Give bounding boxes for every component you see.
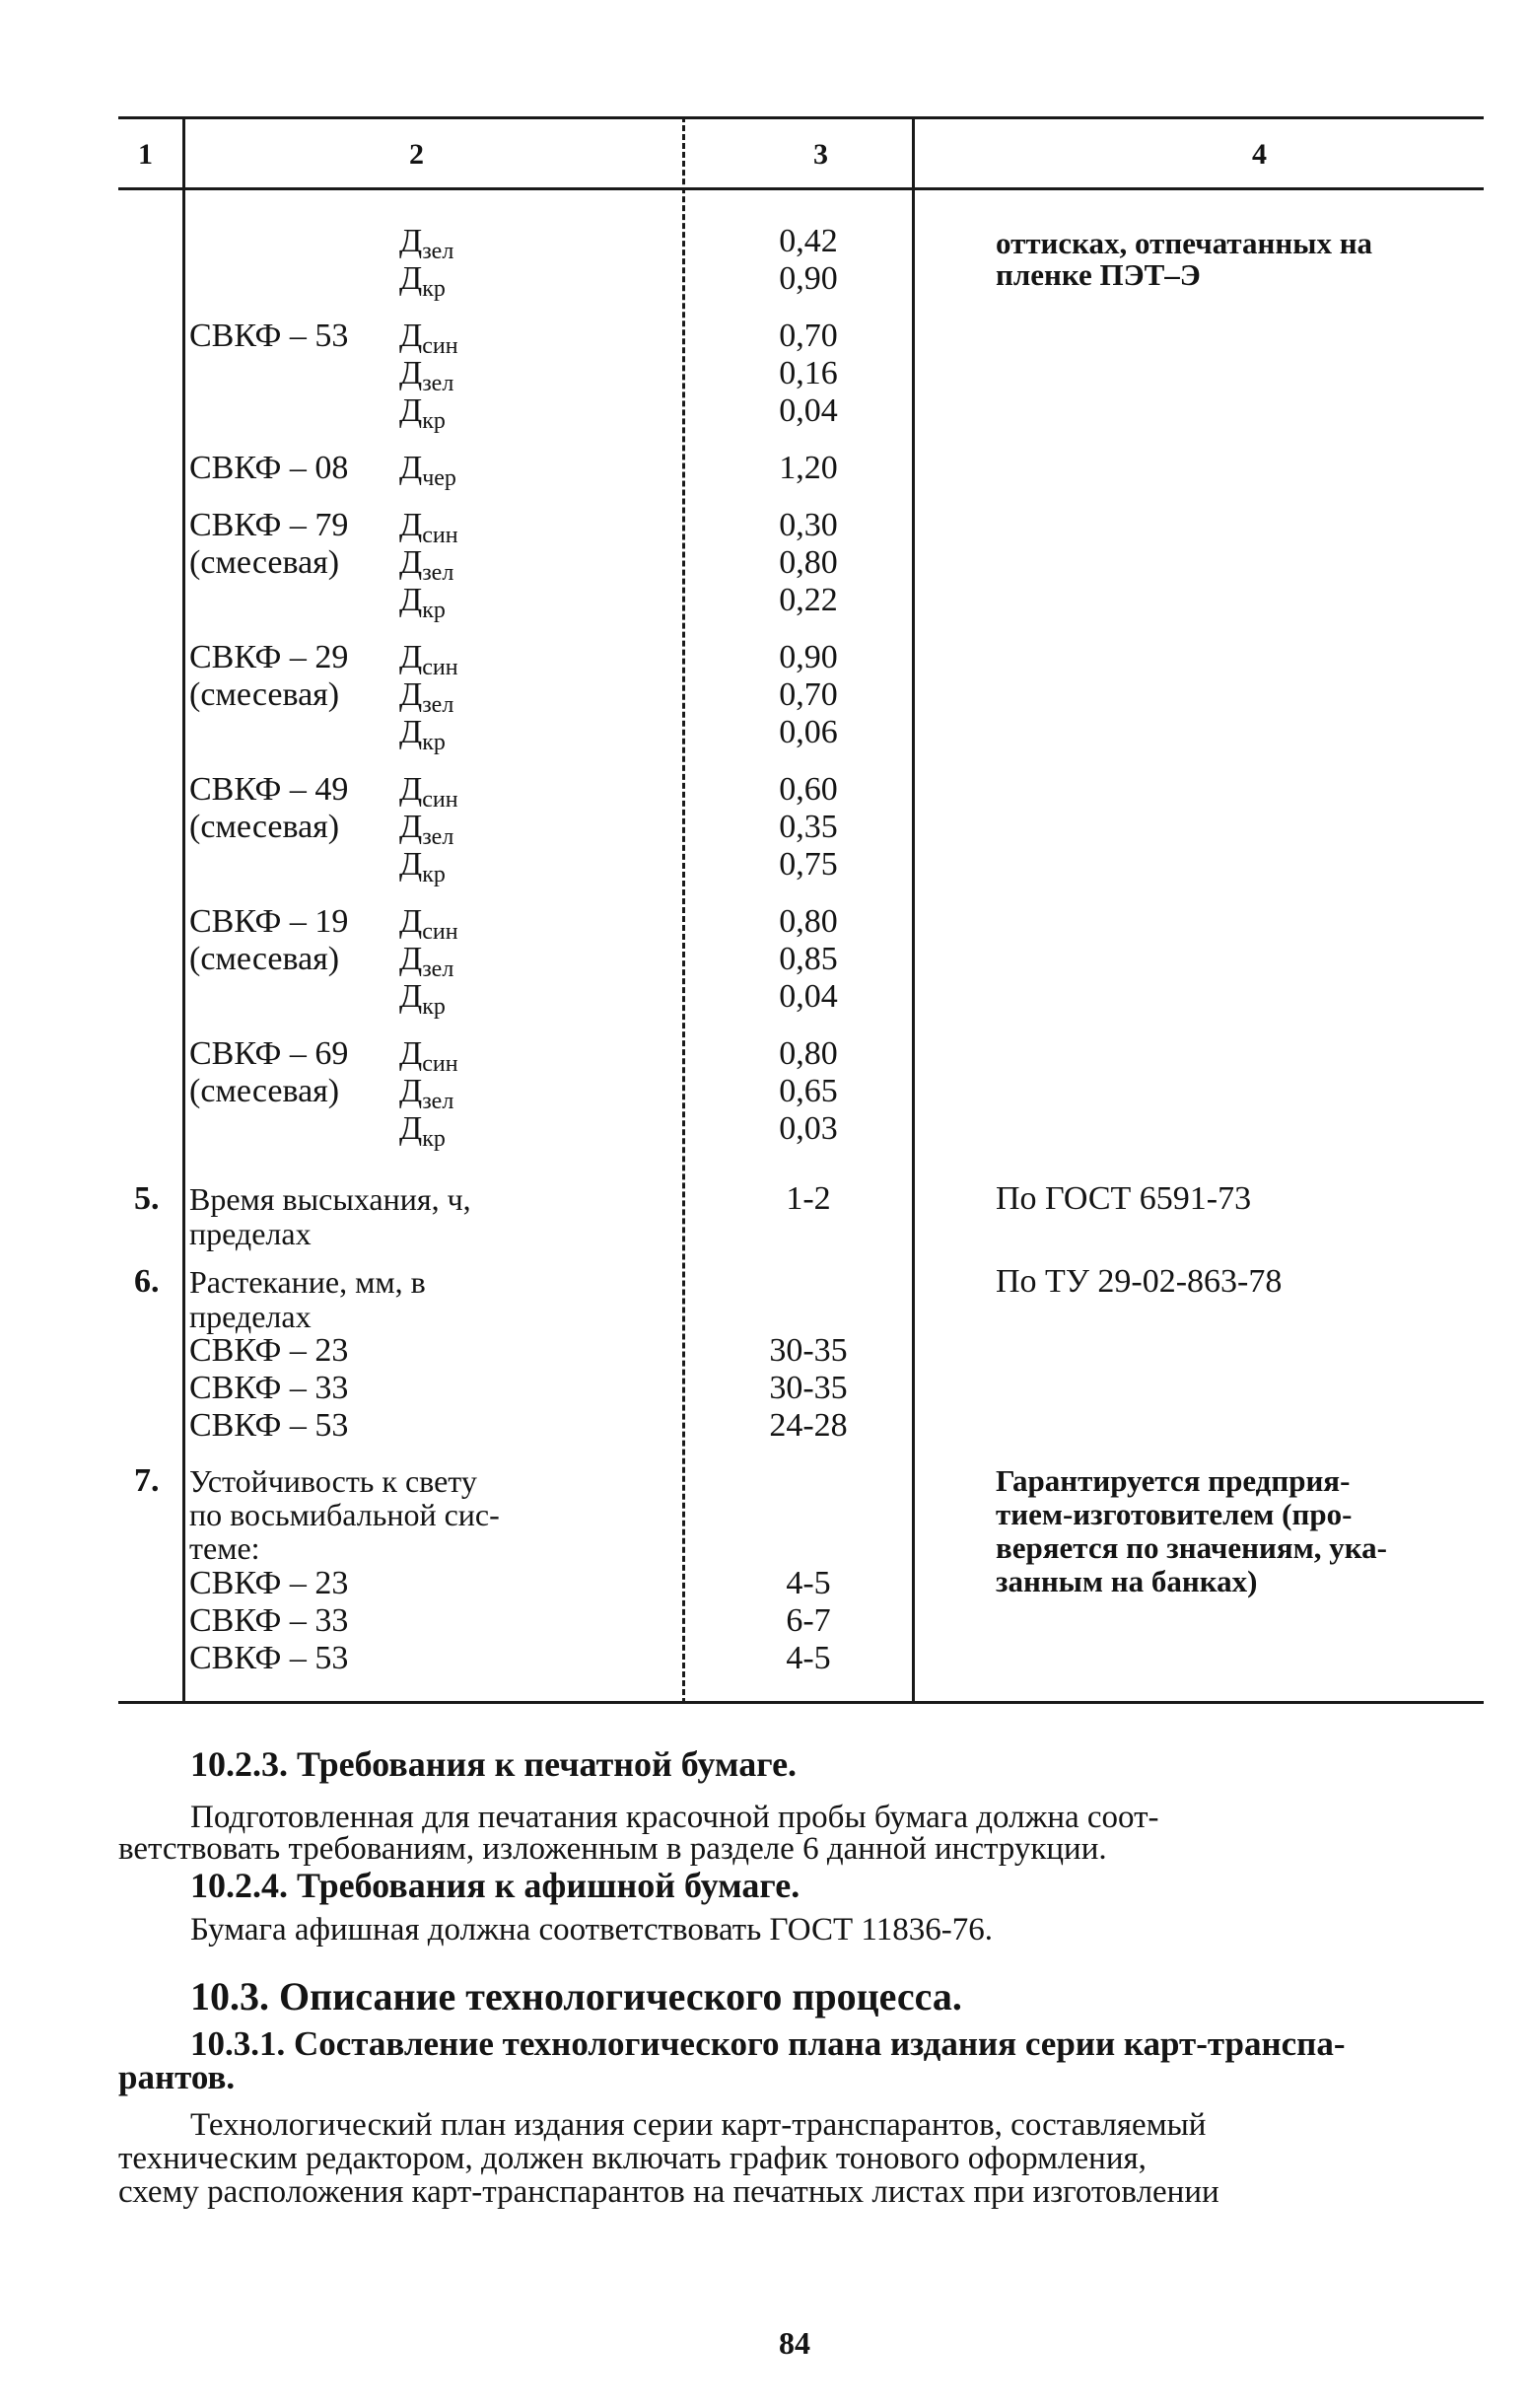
density-label [399, 450, 456, 497]
density-value: 0,80 [779, 544, 838, 581]
row5-reference: По ГОСТ 6591-73 [996, 1180, 1252, 1217]
density-subscript: кр [422, 994, 446, 1020]
section-heading-10-3-1-line2: рантов. [118, 2058, 236, 2096]
pigment-name: (смесевая) [189, 1073, 340, 1109]
density-value: 0,90 [779, 260, 838, 297]
density-letter: Д [399, 507, 423, 543]
row7-reference-line2: тием-изготовителем (про- [996, 1497, 1353, 1531]
column-header-4: 4 [1252, 138, 1267, 171]
section-heading-10-2-3: 10.2.3. Требования к печатной бумаге. [190, 1744, 798, 1784]
table-top-rule [118, 116, 1484, 119]
density-subscript: зел [422, 371, 454, 396]
density-subscript: кр [422, 276, 446, 302]
row6-item-value: 24-28 [769, 1407, 848, 1444]
pigment-name: СВКФ – 49 [189, 771, 349, 808]
density-subscript: син [422, 523, 458, 548]
paragraph-10-2-3-line1: Подготовленная для печатания красочной пробы бумага должна соот- [190, 1800, 1159, 1835]
column-divider-1 [182, 116, 185, 1704]
density-letter: Д [399, 450, 423, 486]
density-label [399, 978, 446, 1026]
row7-item-name: СВКФ – 23 [189, 1565, 349, 1601]
density-value: 0,75 [779, 846, 838, 883]
density-letter: Д [399, 392, 423, 429]
row6-item-value: 30-35 [769, 1370, 848, 1406]
paragraph-10-2-3-line2: ветствовать требованиям, изложенным в разделе 6 данной инструкции. [118, 1831, 1107, 1867]
row6-reference: По ТУ 29-02-863-78 [996, 1263, 1283, 1300]
row5-value: 1-2 [786, 1180, 831, 1217]
density-letter: Д [399, 582, 423, 618]
density-label [399, 1110, 446, 1158]
row5-text-line1: Время высыхания, ч, [189, 1181, 471, 1217]
density-letter: Д [399, 223, 423, 259]
density-value: 0,60 [779, 771, 838, 808]
column-divider-3 [912, 116, 915, 1704]
density-value: 1,20 [779, 450, 838, 486]
density-value: 0,85 [779, 941, 838, 977]
density-value: 0,65 [779, 1073, 838, 1109]
pigment-name: СВКФ – 79 [189, 507, 349, 543]
density-subscript: чер [422, 465, 456, 491]
density-letter: Д [399, 903, 423, 940]
density-subscript: син [422, 333, 458, 359]
pigment-name: СВКФ – 69 [189, 1035, 349, 1072]
row7-reference-line4: занным на банках) [996, 1564, 1258, 1598]
density-subscript: син [422, 919, 458, 945]
density-letter: Д [399, 978, 423, 1015]
density-value: 0,16 [779, 355, 838, 391]
density-subscript: син [422, 787, 458, 813]
density-value: 0,04 [779, 392, 838, 429]
density-letter: Д [399, 771, 423, 808]
density-value: 0,42 [779, 223, 838, 259]
density-subscript: кр [422, 408, 446, 434]
density-subscript: зел [422, 1089, 454, 1114]
density-letter: Д [399, 639, 423, 675]
row6-item-value: 30-35 [769, 1332, 848, 1369]
column-header-1: 1 [138, 138, 153, 171]
section-heading-10-3-1-line1: 10.3.1. Составление технологического плана издания серии карт-транспа- [190, 2024, 1346, 2063]
density-letter: Д [399, 676, 423, 713]
paragraph-10-2-4: Бумага афишная должна соответствовать ГОСТ 11836-76. [190, 1912, 993, 1948]
density-letter: Д [399, 941, 423, 977]
row7-reference-line3: веряется по значениям, ука- [996, 1530, 1387, 1565]
row6-text-line2: пределах [189, 1299, 312, 1334]
row7-item-value: 6-7 [786, 1602, 831, 1639]
pigment-name: СВКФ – 29 [189, 639, 349, 675]
density-subscript: кр [422, 1126, 446, 1152]
row7-item-value: 4-5 [786, 1565, 831, 1601]
density-value: 0,80 [779, 1035, 838, 1072]
density-subscript: кр [422, 862, 446, 887]
row7-text-line1: Устойчивость к свету [189, 1463, 477, 1499]
paragraph-10-3-1-line2: техническим редактором, должен включать график тонового оформления, [118, 2141, 1147, 2176]
row7-item-name: СВКФ – 53 [189, 1640, 349, 1676]
density-letter: Д [399, 809, 423, 845]
density-value: 0,35 [779, 809, 838, 845]
row7-text-line3: теме: [189, 1530, 260, 1566]
density-label [399, 260, 446, 308]
density-subscript: зел [422, 956, 454, 982]
density-letter: Д [399, 1110, 423, 1147]
density-value: 0,30 [779, 507, 838, 543]
section-heading-10-2-4: 10.2.4. Требования к афишной бумаге. [190, 1866, 800, 1905]
table-bottom-rule [118, 1701, 1484, 1704]
section-heading-10-3: 10.3. Описание технологического процесса. [190, 1974, 962, 2018]
density-value: 0,04 [779, 978, 838, 1015]
density-subscript: зел [422, 692, 454, 718]
pigment-name: СВКФ – 08 [189, 450, 349, 486]
column-header-2: 2 [409, 138, 424, 171]
row6-item-name: СВКФ – 53 [189, 1407, 349, 1444]
pigment-name: (смесевая) [189, 941, 340, 977]
density-letter: Д [399, 1035, 423, 1072]
density-subscript: зел [422, 560, 454, 586]
density-label [399, 582, 446, 629]
row7-number: 7. [134, 1462, 160, 1499]
density-value: 0,70 [779, 676, 838, 713]
density-letter: Д [399, 846, 423, 883]
row7-text-line2: по восьмибальной сис- [189, 1497, 500, 1532]
pigment-name: (смесевая) [189, 544, 340, 581]
table-header-rule [118, 187, 1484, 190]
density-letter: Д [399, 260, 423, 297]
note-column4-line2: пленке ПЭТ–Э [996, 257, 1201, 292]
density-value: 0,22 [779, 582, 838, 618]
paragraph-10-3-1-line3: схему расположения карт-транспарантов на печатных листах при изготовлении [118, 2174, 1219, 2210]
density-subscript: син [422, 655, 458, 680]
row5-text-line2: пределах [189, 1216, 312, 1251]
row6-item-name: СВКФ – 33 [189, 1370, 349, 1406]
density-value: 0,70 [779, 318, 838, 354]
density-subscript: зел [422, 824, 454, 850]
page-number: 84 [779, 2325, 810, 2361]
density-value: 0,80 [779, 903, 838, 940]
row7-reference-line1: Гарантируется предприя- [996, 1463, 1351, 1498]
pigment-name: СВКФ – 53 [189, 318, 349, 354]
density-letter: Д [399, 355, 423, 391]
row5-number: 5. [134, 1180, 160, 1217]
density-subscript: кр [422, 598, 446, 623]
density-letter: Д [399, 714, 423, 750]
pigment-name: (смесевая) [189, 676, 340, 713]
column-divider-2 [682, 116, 685, 1704]
row7-item-value: 4-5 [786, 1640, 831, 1676]
pigment-name: (смесевая) [189, 809, 340, 845]
density-subscript: син [422, 1051, 458, 1077]
density-label [399, 846, 446, 893]
density-letter: Д [399, 544, 423, 581]
pigment-name: СВКФ – 19 [189, 903, 349, 940]
paragraph-10-3-1-line1: Технологический план издания серии карт-транспарантов, составляемый [190, 2107, 1207, 2143]
density-value: 0,03 [779, 1110, 838, 1147]
density-label [399, 714, 446, 761]
density-letter: Д [399, 1073, 423, 1109]
row6-number: 6. [134, 1263, 160, 1300]
note-column4-line1: оттисках, отпечатанных на [996, 226, 1373, 260]
row7-item-name: СВКФ – 33 [189, 1602, 349, 1639]
row6-text-line1: Растекание, мм, в [189, 1264, 426, 1300]
density-letter: Д [399, 318, 423, 354]
density-subscript: кр [422, 730, 446, 755]
density-value: 0,06 [779, 714, 838, 750]
column-header-3: 3 [813, 138, 828, 171]
density-label [399, 392, 446, 440]
row6-item-name: СВКФ – 23 [189, 1332, 349, 1369]
density-value: 0,90 [779, 639, 838, 675]
density-subscript: зел [422, 239, 454, 264]
